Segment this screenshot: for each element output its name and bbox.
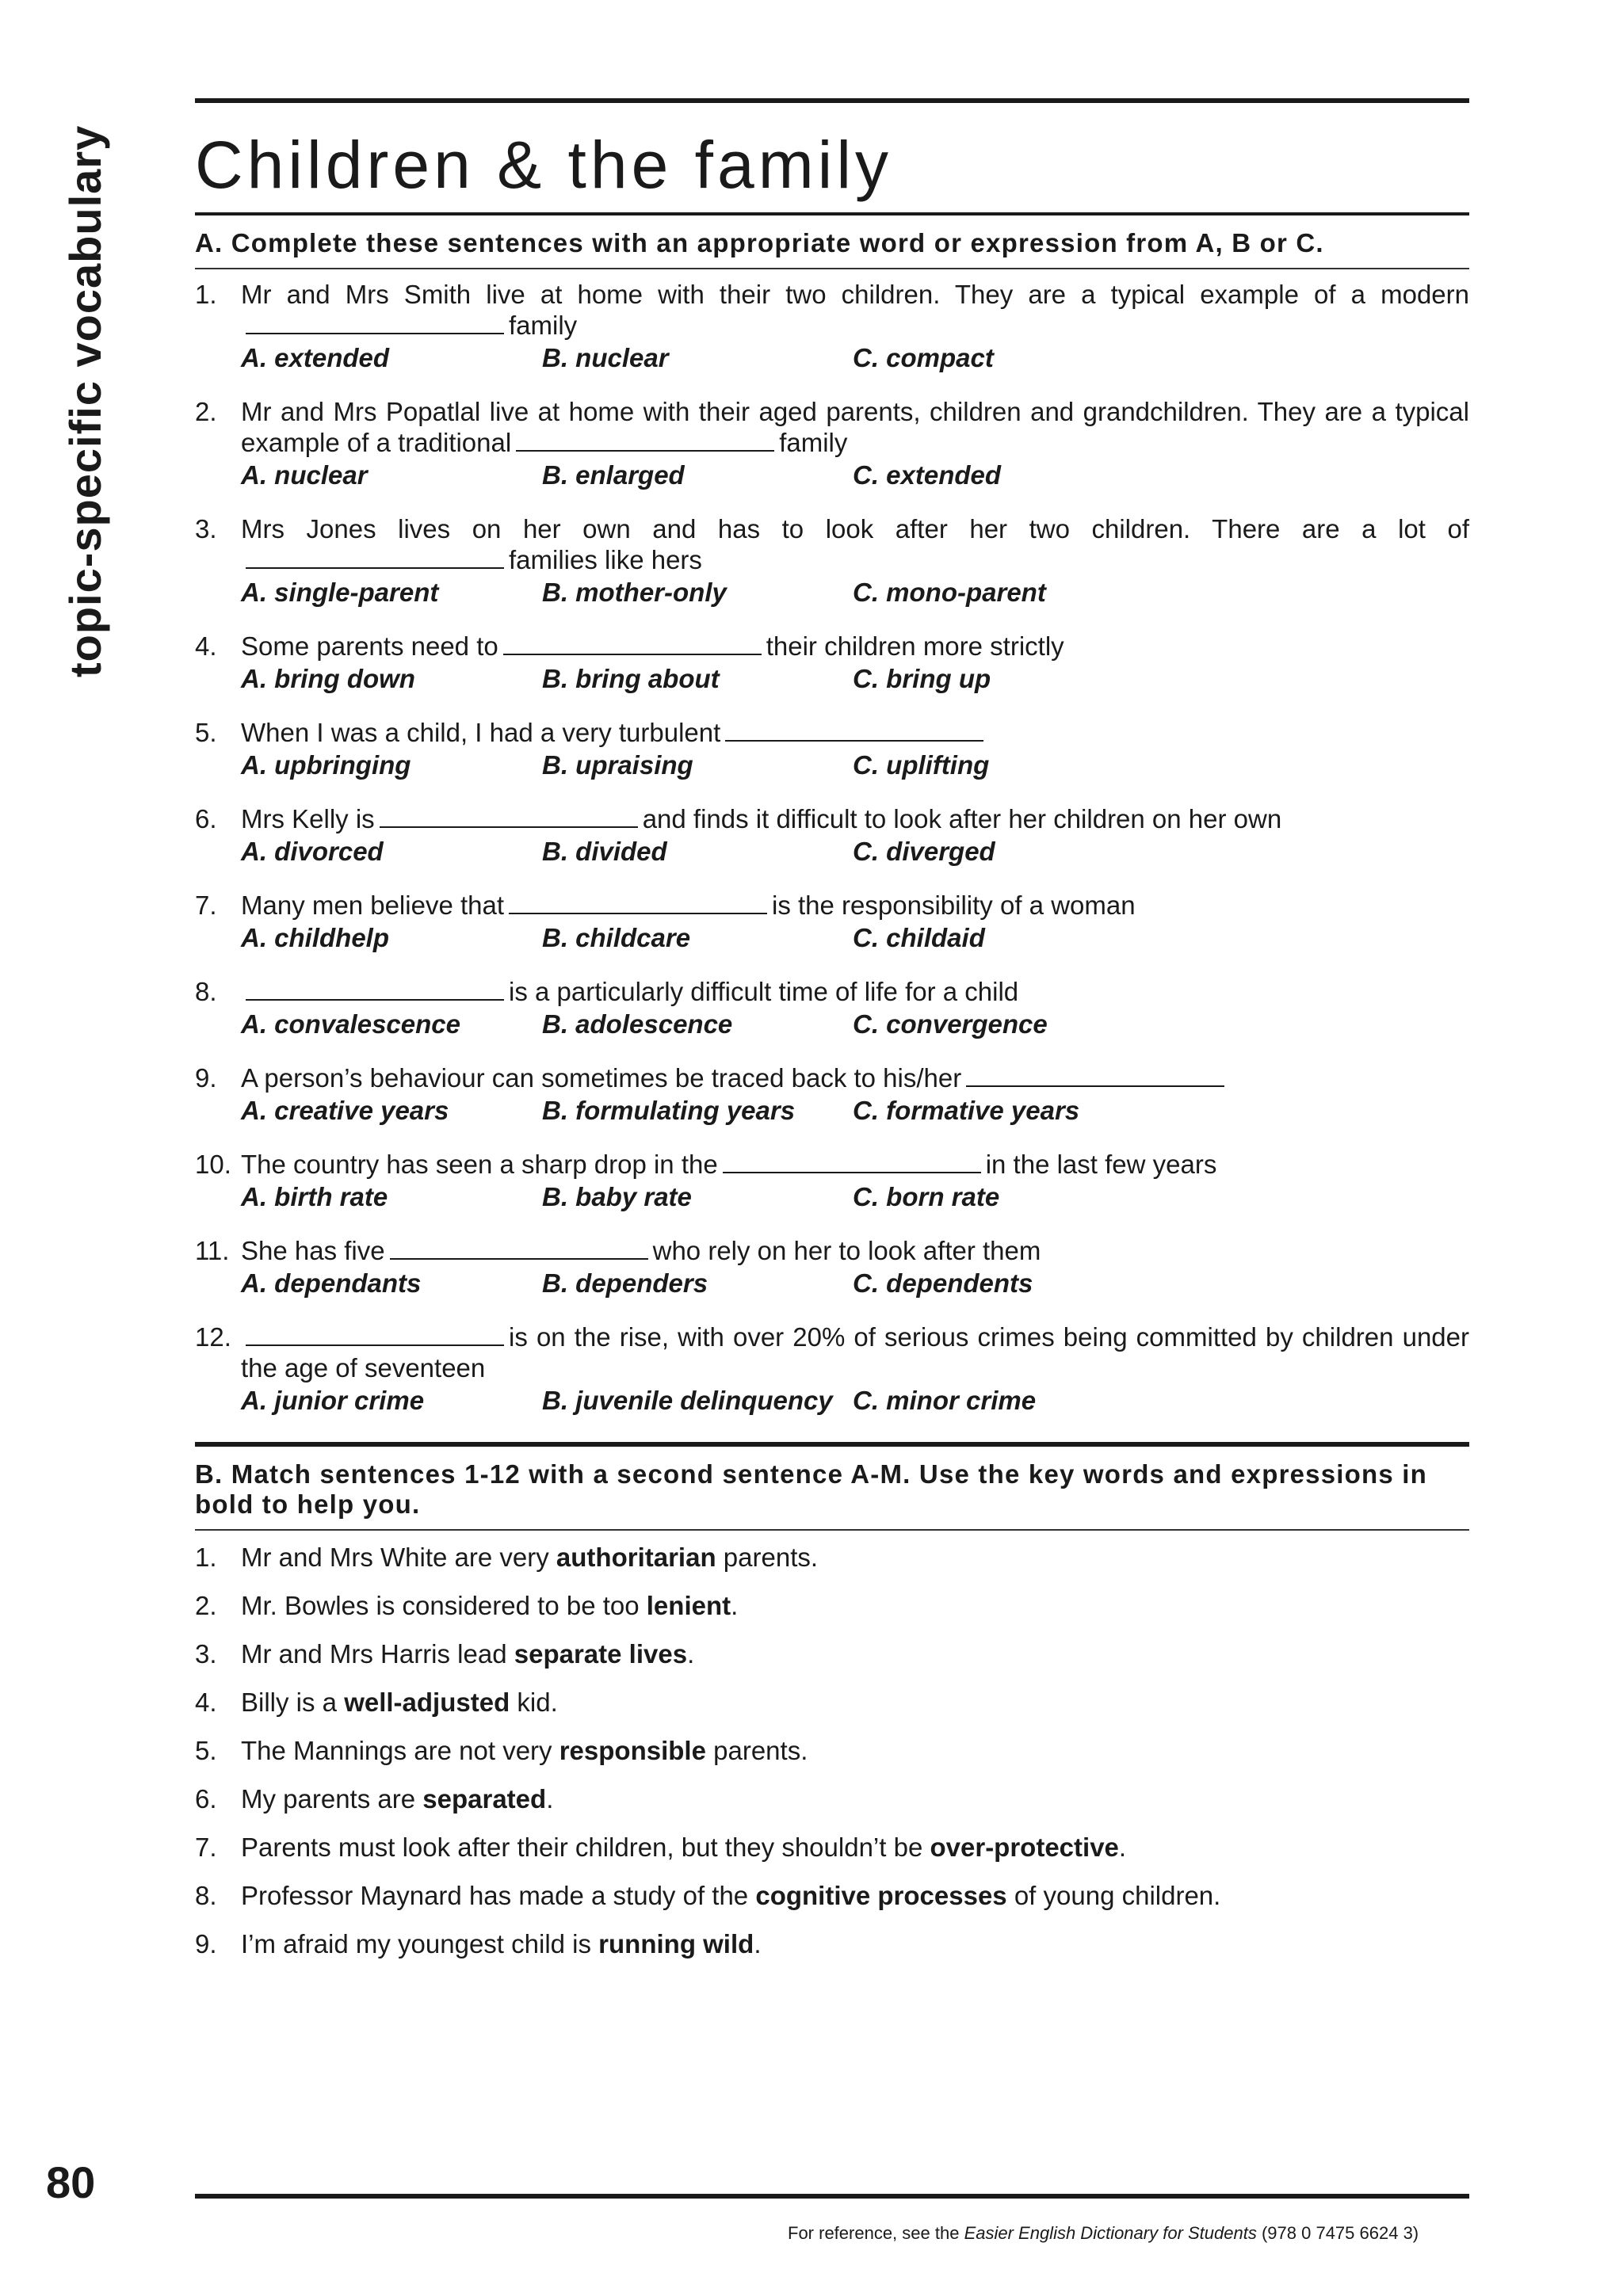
match-pre: My parents are [241, 1784, 423, 1814]
stem-after: is on the rise, with over 20% of serious crimes being committed by children under the age of seventeen [241, 1322, 1469, 1383]
answer-blank[interactable] [246, 545, 504, 569]
section-b-items [195, 1531, 1469, 1959]
match-text [241, 1542, 818, 1573]
stem-after: family [509, 311, 578, 340]
stem-after: family [779, 428, 848, 457]
option-c[interactable]: C. formative years [853, 1096, 1080, 1125]
question-body [241, 803, 1469, 869]
option-c[interactable]: C. extended [853, 460, 1002, 490]
question-stem [241, 1062, 1469, 1093]
match-sentence [195, 1783, 1469, 1814]
question-number: 11. [195, 1236, 230, 1265]
option-a[interactable]: A. nuclear [241, 460, 368, 490]
match-post: . [546, 1784, 554, 1814]
answer-blank[interactable] [509, 891, 767, 914]
stem-after: and finds it difficult to look after her children on her own [642, 804, 1282, 833]
option-a[interactable]: A. divorced [241, 837, 384, 866]
question-item [195, 1322, 1469, 1418]
stem-before: Mrs Jones lives on her own and has to look after her two children. There are a lot of [241, 514, 1469, 543]
match-number: 3. [195, 1639, 217, 1669]
match-pre: Parents must look after their children, but they shouldn’t be [241, 1833, 930, 1862]
option-b[interactable]: B. baby rate [542, 1182, 692, 1211]
question-item [195, 396, 1469, 493]
option-b[interactable]: B. mother-only [542, 578, 727, 607]
key-expression: over-protective [930, 1833, 1119, 1862]
answer-options [241, 1093, 1469, 1128]
option-a[interactable]: A. convalescence [241, 1009, 460, 1039]
question-body [241, 976, 1469, 1042]
match-text [241, 1928, 761, 1959]
match-post: . [731, 1591, 739, 1620]
section-b [195, 1442, 1469, 1959]
answer-blank[interactable] [246, 311, 504, 334]
stem-before: She has five [241, 1236, 385, 1265]
option-b[interactable]: B. bring about [542, 664, 720, 693]
stem-after: families like hers [509, 545, 702, 574]
match-pre: Mr. Bowles is considered to be too [241, 1591, 647, 1620]
question-number: 6. [195, 804, 217, 833]
match-text [241, 1783, 553, 1814]
question-number: 3. [195, 514, 217, 543]
match-number: 7. [195, 1833, 217, 1862]
match-post: parents. [705, 1736, 808, 1765]
match-text [241, 1638, 694, 1669]
match-sentence [195, 1638, 1469, 1669]
stem-before: Some parents need to [241, 631, 498, 661]
key-expression: running wild [598, 1929, 754, 1958]
question-stem [241, 803, 1469, 834]
match-text [241, 1735, 808, 1766]
option-a[interactable]: A. dependants [241, 1268, 422, 1298]
option-b[interactable]: B. enlarged [542, 460, 685, 490]
answer-options [241, 748, 1469, 783]
question-item [195, 1062, 1469, 1128]
question-item [195, 279, 1469, 376]
option-c[interactable]: C. minor crime [853, 1386, 1037, 1415]
answer-blank[interactable] [503, 631, 762, 655]
question-number: 1. [195, 280, 217, 309]
question-body [241, 396, 1469, 493]
question-item [195, 513, 1469, 610]
answer-options [241, 341, 1469, 376]
option-a[interactable]: A. birth rate [241, 1182, 388, 1211]
match-post: of young children. [1006, 1881, 1221, 1910]
answer-blank[interactable] [516, 428, 774, 452]
option-c[interactable]: C. dependents [853, 1268, 1033, 1298]
key-expression: separate lives [514, 1639, 688, 1669]
match-pre: The Mannings are not very [241, 1736, 559, 1765]
question-number: 5. [195, 718, 217, 747]
match-post: parents. [716, 1543, 819, 1572]
match-sentence [195, 1590, 1469, 1621]
question-stem [241, 890, 1469, 921]
question-body [241, 1062, 1469, 1128]
question-number: 12. [195, 1322, 231, 1352]
section-b-instruction: B. Match sentences 1-12 with a second sentence A-M. Use the key words and expressions in bold to help you. [195, 1459, 1428, 1519]
question-body [241, 1235, 1469, 1301]
option-a[interactable]: A. single-parent [241, 578, 439, 607]
question-number: 4. [195, 631, 217, 661]
key-expression: responsible [559, 1736, 706, 1765]
option-c[interactable]: C. born rate [853, 1182, 1000, 1211]
question-number: 7. [195, 891, 217, 920]
footer-pre: For reference, see the [788, 2223, 964, 2243]
question-number: 8. [195, 977, 217, 1006]
option-c[interactable]: C. diverged [853, 837, 995, 866]
match-number: 5. [195, 1736, 217, 1765]
match-sentence [195, 1687, 1469, 1718]
match-post: . [1118, 1833, 1127, 1862]
match-number: 1. [195, 1543, 217, 1572]
question-stem [241, 631, 1469, 662]
match-number: 9. [195, 1929, 217, 1958]
option-b[interactable]: B. upraising [542, 750, 693, 780]
question-item [195, 717, 1469, 783]
option-c[interactable]: C. uplifting [853, 750, 990, 780]
page-number: 80 [46, 2157, 96, 2207]
answer-options [241, 458, 1469, 493]
question-stem [241, 396, 1469, 458]
option-a[interactable]: A. upbringing [241, 750, 411, 780]
stem-after: who rely on her to look after them [652, 1236, 1041, 1265]
answer-options [241, 834, 1469, 869]
option-b[interactable]: B. dependers [542, 1268, 708, 1298]
option-c[interactable]: C. convergence [853, 1009, 1048, 1039]
stem-after: is a particularly difficult time of life for a child [509, 977, 1019, 1006]
match-pre: I’m afraid my youngest child is [241, 1929, 599, 1958]
option-a[interactable]: A. junior crime [241, 1386, 425, 1415]
stem-after: their children more strictly [766, 631, 1064, 661]
footer-reference [788, 2223, 1419, 2244]
question-stem [241, 513, 1469, 575]
stem-before: The country has seen a sharp drop in the [241, 1150, 718, 1179]
answer-options [241, 1266, 1469, 1301]
question-number: 2. [195, 397, 217, 426]
answer-blank[interactable] [725, 718, 983, 742]
match-post: kid. [510, 1688, 558, 1717]
match-text [241, 1880, 1220, 1911]
match-number: 6. [195, 1784, 217, 1814]
question-stem [241, 717, 1469, 748]
answer-blank[interactable] [246, 1322, 504, 1346]
option-b[interactable]: B. adolescence [542, 1009, 733, 1039]
section-a-questions [195, 269, 1469, 1418]
option-b[interactable]: B. juvenile delinquency [542, 1386, 833, 1415]
key-expression: authoritarian [556, 1543, 716, 1572]
question-item [195, 803, 1469, 869]
question-item [195, 890, 1469, 955]
footer-title: Easier English Dictionary for Students [964, 2223, 1257, 2243]
option-a[interactable]: A. creative years [241, 1096, 449, 1125]
stem-after: is the responsibility of a woman [772, 891, 1136, 920]
match-text [241, 1832, 1126, 1863]
question-item [195, 1149, 1469, 1215]
option-c[interactable]: C. bring up [853, 664, 991, 693]
option-b[interactable]: B. nuclear [542, 343, 669, 372]
question-stem [241, 976, 1469, 1007]
match-sentence [195, 1832, 1469, 1863]
match-pre: Professor Maynard has made a study of the [241, 1881, 756, 1910]
option-c[interactable]: C. childaid [853, 923, 985, 952]
question-item [195, 1235, 1469, 1301]
answer-options [241, 921, 1469, 955]
match-post: . [687, 1639, 695, 1669]
question-body [241, 1149, 1469, 1215]
key-expression: separated [422, 1784, 547, 1814]
option-b[interactable]: B. divided [542, 837, 667, 866]
answer-options [241, 1180, 1469, 1215]
stem-before: Mr and Mrs Popatlal live at home with their aged parents, children and grandchildren. They are a typical example of a traditional [241, 397, 1469, 457]
question-item [195, 976, 1469, 1042]
match-pre: Billy is a [241, 1688, 345, 1717]
answer-blank[interactable] [390, 1236, 648, 1260]
stem-before: Many men believe that [241, 891, 505, 920]
question-body [241, 279, 1469, 376]
question-body [241, 890, 1469, 955]
worksheet [195, 98, 1469, 1977]
footer-post: (978 0 7475 6624 3) [1256, 2223, 1419, 2243]
key-expression: cognitive processes [755, 1881, 1007, 1910]
question-body [241, 631, 1469, 696]
stem-before: When I was a child, I had a very turbulent [241, 718, 721, 747]
option-a[interactable]: A. extended [241, 343, 390, 372]
section-a-instruction: A. Complete these sentences with an appropriate word or expression from A, B or C. [195, 228, 1324, 257]
match-text [241, 1687, 558, 1718]
question-stem [241, 1322, 1469, 1383]
side-label-text: topic-specific vocabulary [60, 124, 110, 677]
question-number: 9. [195, 1063, 217, 1093]
question-body [241, 717, 1469, 783]
answer-blank[interactable] [246, 977, 504, 1001]
option-a[interactable]: A. childhelp [241, 923, 390, 952]
answer-blank[interactable] [966, 1063, 1224, 1087]
footer-rule [195, 2194, 1469, 2199]
key-expression: lenient [646, 1591, 731, 1620]
question-item [195, 631, 1469, 696]
match-text [241, 1590, 738, 1621]
answer-blank[interactable] [723, 1150, 981, 1173]
match-number: 4. [195, 1688, 217, 1717]
question-body [241, 513, 1469, 610]
match-sentence [195, 1928, 1469, 1959]
question-number: 10. [195, 1150, 231, 1179]
question-stem [241, 279, 1469, 341]
match-sentence [195, 1735, 1469, 1766]
question-stem [241, 1235, 1469, 1266]
stem-after: in the last few years [985, 1150, 1217, 1179]
option-b[interactable]: B. childcare [542, 923, 691, 952]
match-number: 8. [195, 1881, 217, 1910]
match-pre: Mr and Mrs White are very [241, 1543, 556, 1572]
key-expression: well-adjusted [344, 1688, 510, 1717]
option-c[interactable]: C. mono-parent [853, 578, 1046, 607]
option-a[interactable]: A. bring down [241, 664, 415, 693]
answer-blank[interactable] [380, 804, 638, 828]
match-pre: Mr and Mrs Harris lead [241, 1639, 514, 1669]
page-title: Children & the family [195, 128, 892, 202]
stem-before: A person’s behaviour can sometimes be traced back to his/her [241, 1063, 962, 1093]
option-b[interactable]: B. formulating years [542, 1096, 796, 1125]
question-stem [241, 1149, 1469, 1180]
stem-before: Mr and Mrs Smith live at home with their two children. They are a typical example of a modern [241, 280, 1469, 309]
answer-options [241, 1383, 1469, 1418]
match-sentence [195, 1542, 1469, 1573]
stem-before: Mrs Kelly is [241, 804, 375, 833]
match-number: 2. [195, 1591, 217, 1620]
question-body [241, 1322, 1469, 1418]
match-sentence [195, 1880, 1469, 1911]
answer-options [241, 1007, 1469, 1042]
option-c[interactable]: C. compact [853, 343, 994, 372]
answer-options [241, 662, 1469, 696]
answer-options [241, 575, 1469, 610]
match-post: . [754, 1929, 762, 1958]
